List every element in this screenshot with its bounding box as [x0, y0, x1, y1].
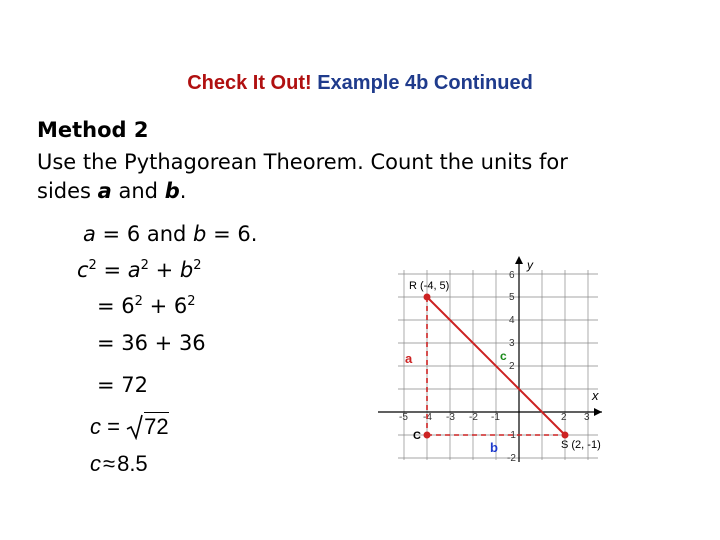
eq2-b: b	[179, 258, 194, 282]
eq2-b-exp: 2	[193, 258, 202, 273]
eq6-radicand: 72	[144, 414, 169, 439]
y-tick: -1	[507, 430, 516, 441]
equation-sum: = 36 + 36	[97, 331, 206, 355]
point-r	[424, 294, 431, 301]
instruction-line-1: Use the Pythagorean Theorem. Count the units for	[37, 150, 568, 174]
x-tick: -1	[491, 412, 500, 423]
x-tick: -5	[399, 412, 408, 423]
eq3-start: = 6	[97, 294, 135, 318]
y-tick: 2	[509, 361, 515, 372]
label-side-b: b	[490, 440, 498, 455]
eq1-mid: = 6 and	[95, 222, 194, 246]
eq1-b: b	[193, 222, 207, 246]
y-tick: 6	[509, 270, 515, 281]
y-tick: 4	[509, 315, 515, 326]
eq6-c: c	[90, 414, 101, 439]
var-b: b	[164, 179, 180, 203]
label-point-r: R (-4, 5)	[409, 280, 450, 292]
eq2-c-exp: 2	[88, 258, 97, 273]
x-tick: -2	[469, 412, 478, 423]
title-example: Example 4b Continued	[317, 72, 533, 94]
x-tick: 2	[561, 412, 567, 423]
x-axis-label: x	[592, 388, 599, 403]
x-tick: -3	[446, 412, 455, 423]
y-axis-arrow-icon	[515, 256, 523, 264]
y-tick: 5	[509, 292, 515, 303]
x-tick: -4	[423, 412, 432, 423]
x-axis-arrow-icon	[594, 408, 602, 416]
x-tick: 3	[584, 412, 590, 423]
label-side-a: a	[405, 351, 413, 366]
y-tick: -2	[507, 453, 516, 464]
point-c	[424, 432, 431, 439]
eq6-eq: =	[101, 414, 127, 439]
equation-total: = 72	[97, 373, 148, 397]
eq2-c: c	[77, 258, 89, 282]
instruction-line-2-pre: sides	[37, 179, 98, 203]
var-a: a	[97, 179, 112, 203]
eq1-a: a	[83, 222, 96, 246]
eq3-exp1: 2	[134, 294, 143, 309]
eq7-approx: ≈	[103, 451, 116, 476]
eq2-eq: =	[96, 258, 128, 282]
instruction-period: .	[179, 179, 187, 203]
eq2-a-exp: 2	[140, 258, 149, 273]
label-side-c: c	[500, 349, 507, 363]
y-tick: 3	[509, 338, 515, 349]
label-point-s: S (2, -1)	[561, 439, 601, 451]
point-s	[562, 432, 569, 439]
label-point-c: C	[413, 430, 421, 442]
eq2-a: a	[127, 258, 141, 282]
instruction-and: and	[111, 179, 165, 203]
y-axis-label: y	[527, 258, 533, 272]
eq3-plus: + 6	[142, 294, 188, 318]
method-heading: Method 2	[37, 118, 149, 142]
eq7-c: c	[90, 451, 101, 476]
eq3-exp2: 2	[187, 294, 196, 309]
eq1-end: = 6.	[206, 222, 258, 246]
eq2-plus: +	[148, 258, 180, 282]
title-check-it-out: Check It Out!	[187, 72, 312, 94]
eq7-value: 8.5	[117, 451, 148, 476]
